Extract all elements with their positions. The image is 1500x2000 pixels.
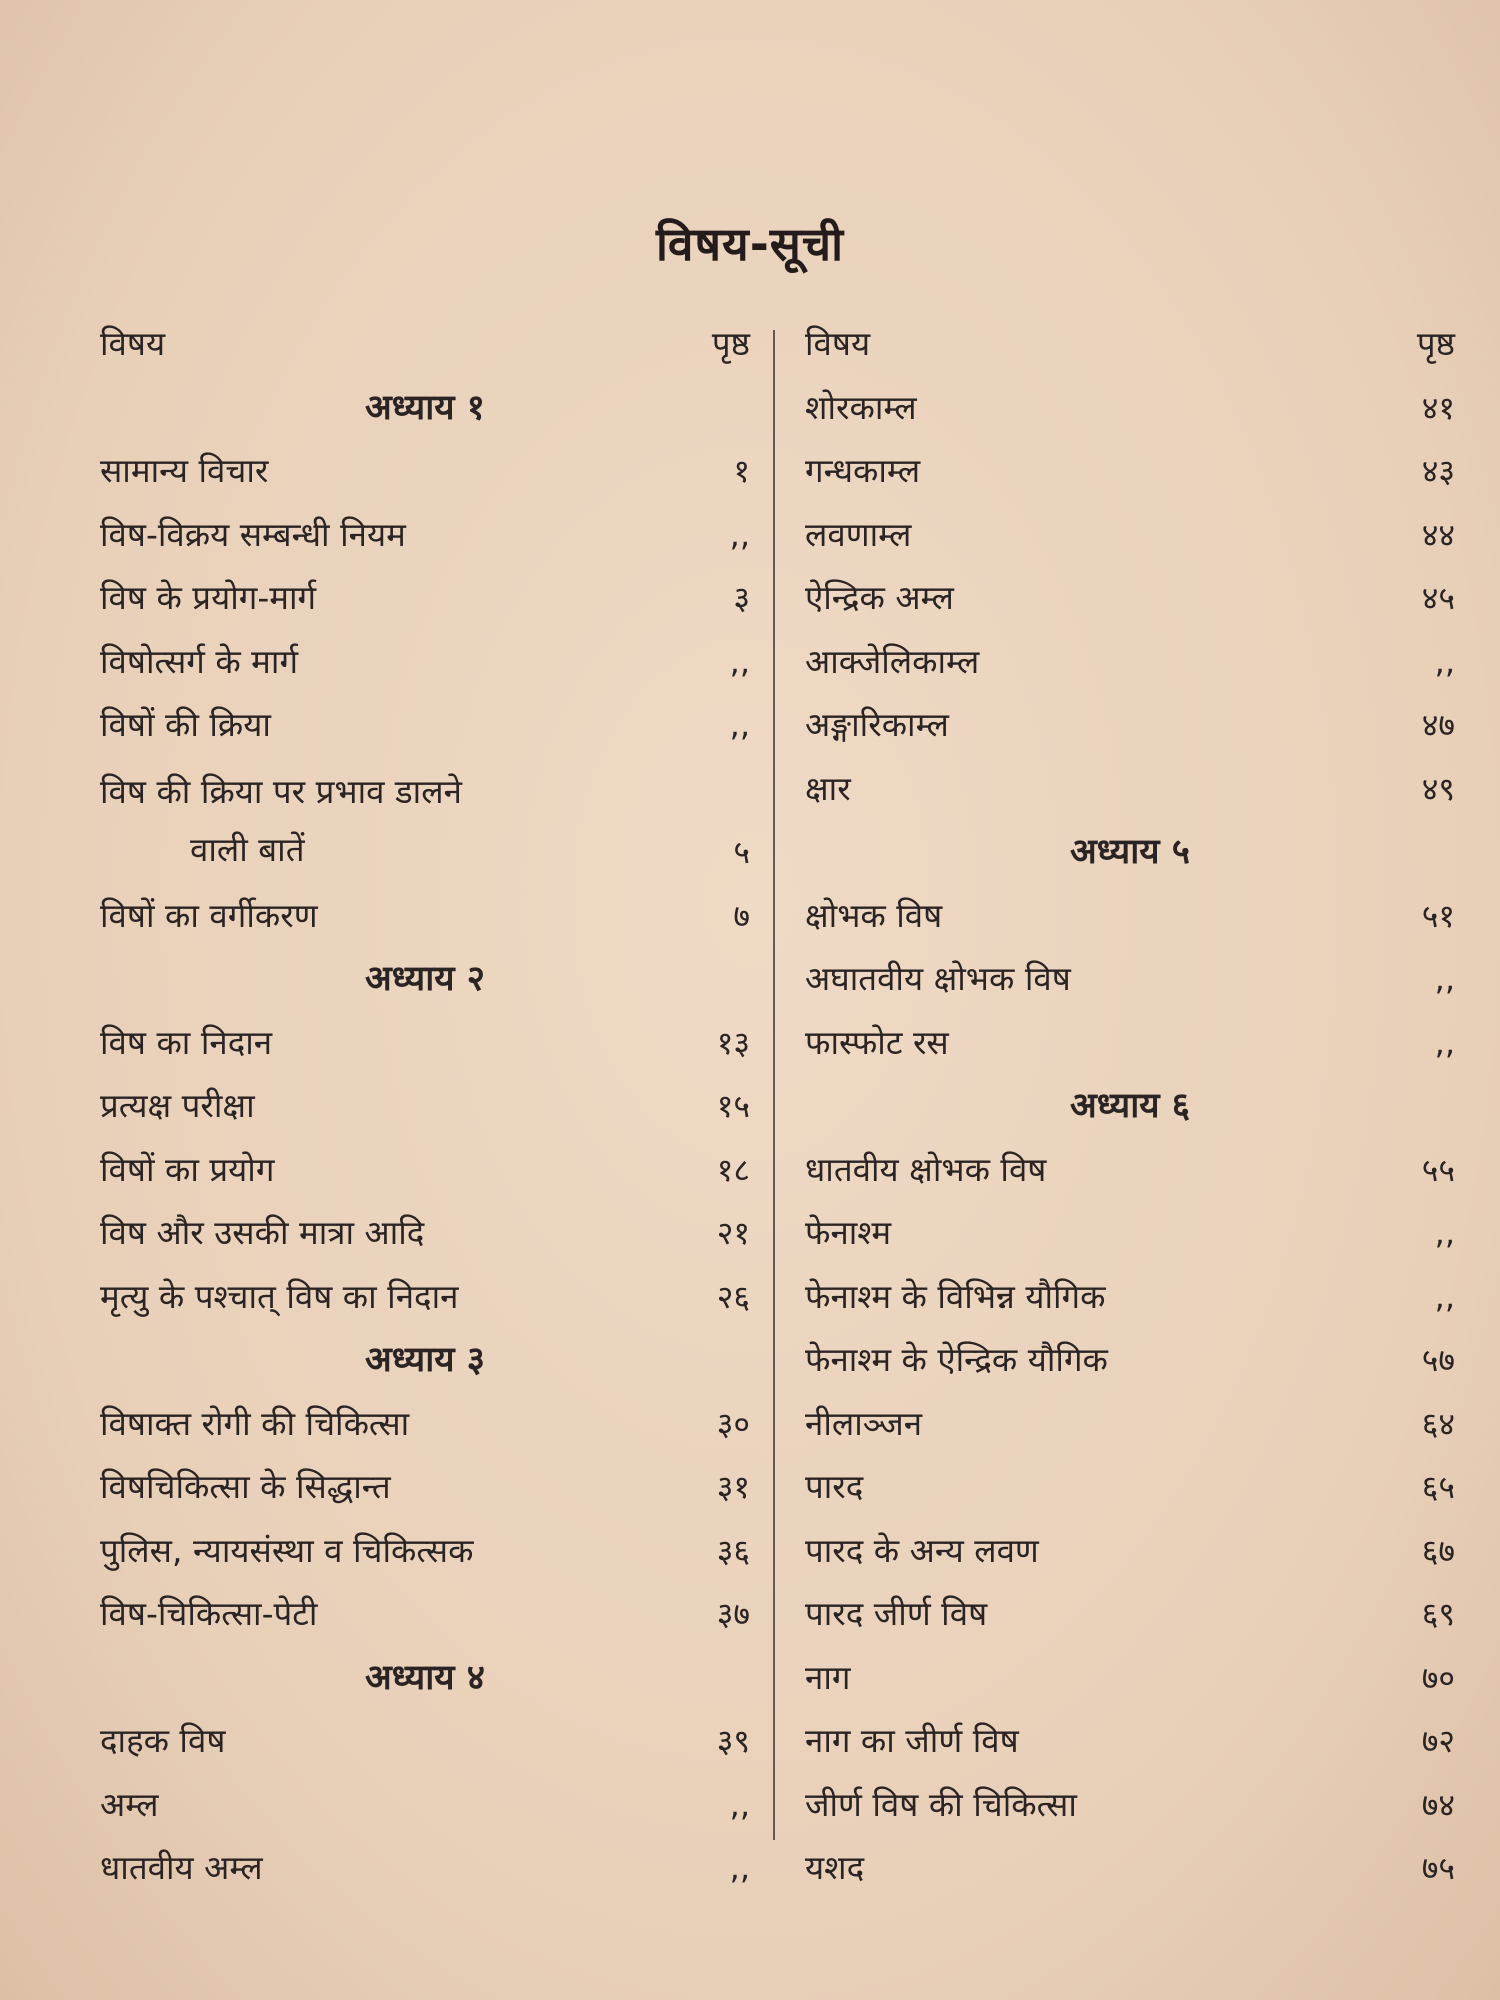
page-heading: पृष्ठ	[711, 324, 750, 363]
subject-heading: विषय	[100, 324, 166, 363]
toc-right-column	[805, 318, 1455, 1906]
entry-page-number: ५	[733, 832, 750, 871]
toc-entry	[100, 1588, 750, 1652]
entry-title: पारद के अन्य लवण	[805, 1530, 1039, 1570]
chapter-title: अध्याय २	[365, 959, 485, 999]
entry-title: विषाक्त रोगी की चिकित्सा	[100, 1403, 410, 1443]
toc-entry	[805, 1334, 1455, 1398]
entry-page-number: ५७	[1421, 1341, 1455, 1379]
entry-page-number: ४९	[1421, 769, 1455, 808]
toc-entry	[805, 953, 1455, 1017]
entry-page-number: ६४	[1421, 1404, 1455, 1443]
toc-left-rows	[100, 382, 750, 1906]
entry-page-number: ४५	[1421, 579, 1455, 617]
entry-page-number: १	[733, 452, 750, 490]
entry-page-number: २१	[716, 1214, 750, 1252]
entry-page-number: ,,	[1434, 642, 1455, 681]
chapter-heading	[805, 1080, 1455, 1144]
column-header	[100, 318, 750, 382]
toc-entry	[805, 1461, 1455, 1525]
toc-entry	[805, 1398, 1455, 1462]
chapter-title: अध्याय ४	[365, 1657, 485, 1698]
entry-title: फास्फोट रस	[805, 1022, 949, 1062]
entry-title: विषों की क्रिया	[100, 705, 271, 744]
entry-title: फेनाश्म के विभिन्न यौगिक	[805, 1276, 1106, 1316]
entry-title: जीर्ण विष की चिकित्सा	[805, 1784, 1077, 1824]
entry-page-number: ३७	[716, 1595, 750, 1633]
entry-page-number: ६७	[1421, 1531, 1455, 1570]
entry-page-number: ३९	[716, 1722, 750, 1760]
entry-page-number: ३०	[716, 1404, 750, 1443]
entry-page-number: ४३	[1421, 452, 1455, 490]
toc-entry	[100, 1779, 750, 1843]
entry-title: विष का निदान	[100, 1022, 273, 1062]
entry-title: अघातवीय क्षोभक विष	[805, 959, 1071, 998]
entry-title: फेनाश्म	[805, 1213, 892, 1252]
entry-title: पारद	[805, 1467, 864, 1506]
entry-page-number: ,,	[729, 706, 750, 744]
entry-page-number: ,,	[729, 1785, 750, 1824]
entry-page-number: ३१	[716, 1468, 750, 1506]
entry-title	[100, 763, 660, 879]
entry-title: लवणाम्ल	[805, 514, 912, 554]
chapter-title: अध्याय १	[365, 387, 485, 428]
toc-entry	[100, 1271, 750, 1335]
entry-title: पुलिस, न्यायसंस्था व चिकित्सक	[100, 1530, 474, 1570]
toc-entry	[805, 1715, 1455, 1779]
toc-left-column	[100, 318, 750, 1906]
entry-page-number: ३६	[716, 1531, 750, 1570]
toc-entry	[100, 1715, 750, 1779]
toc-entry	[100, 572, 750, 636]
entry-title: शोरकाम्ल	[805, 387, 917, 427]
toc-entry	[100, 445, 750, 509]
entry-title: अङ्गारिकाम्ल	[805, 705, 949, 744]
entry-title: पारद जीर्ण विष	[805, 1594, 988, 1633]
entry-title: सामान्य विचार	[100, 451, 269, 490]
chapter-heading	[100, 1652, 750, 1716]
toc-entry	[100, 1017, 750, 1081]
entry-page-number: ४१	[1421, 388, 1455, 427]
entry-title: विष और उसकी मात्रा आदि	[100, 1213, 425, 1252]
chapter-heading	[805, 826, 1455, 890]
toc-entry	[805, 1652, 1455, 1716]
toc-entry	[100, 890, 750, 954]
entry-page-number: ७०	[1421, 1658, 1455, 1697]
entry-title: विषोत्सर्ग के मार्ग	[100, 641, 299, 681]
toc-entry	[100, 699, 750, 763]
entry-title: नीलाञ्जन	[805, 1403, 923, 1443]
toc-entry	[805, 1779, 1455, 1843]
entry-title: विष-विक्रय सम्बन्धी नियम	[100, 514, 406, 554]
entry-page-number: ,,	[729, 515, 750, 554]
toc-entry	[100, 1461, 750, 1525]
toc-entry	[805, 1017, 1455, 1081]
entry-page-number: ६९	[1421, 1595, 1455, 1633]
entry-title: मृत्यु के पश्चात् विष का निदान	[100, 1276, 459, 1316]
entry-page-number: ५१	[1421, 896, 1455, 935]
entry-title: विषचिकित्सा के सिद्धान्त	[100, 1467, 391, 1506]
entry-title: विषों का प्रयोग	[100, 1149, 275, 1189]
entry-title: आक्जेलिकाम्ल	[805, 641, 980, 681]
entry-page-number: ,,	[1434, 1023, 1455, 1062]
toc-entry	[805, 1842, 1455, 1906]
entry-page-number: १५	[716, 1087, 750, 1125]
entry-title: क्षार	[805, 768, 851, 808]
entry-title: ऐन्द्रिक अम्ल	[805, 578, 954, 617]
toc-entry	[805, 1144, 1455, 1208]
toc-entry	[805, 699, 1455, 763]
entry-page-number: १८	[716, 1150, 750, 1189]
toc-entry	[805, 636, 1455, 700]
entry-page-number: ७२	[1421, 1722, 1455, 1760]
entry-page-number: ,,	[1434, 1277, 1455, 1316]
entry-title: यशद	[805, 1848, 865, 1887]
entry-title: धातवीय क्षोभक विष	[805, 1149, 1047, 1189]
entry-page-number: ३	[733, 579, 750, 617]
entry-title: विष के प्रयोग-मार्ग	[100, 578, 317, 617]
entry-title: क्षोभक विष	[805, 895, 943, 935]
entry-page-number: ,,	[729, 642, 750, 681]
entry-title: गन्धकाम्ल	[805, 451, 921, 490]
subject-heading: विषय	[805, 324, 871, 363]
toc-entry	[805, 572, 1455, 636]
entry-title: प्रत्यक्ष परीक्षा	[100, 1086, 255, 1125]
entry-title-line2: वाली बातें	[190, 829, 305, 869]
entry-page-number: ,,	[1434, 1214, 1455, 1252]
chapter-title: अध्याय ३	[365, 1340, 485, 1380]
toc-entry	[805, 1271, 1455, 1335]
toc-entry	[805, 763, 1455, 827]
entry-title: नाग	[805, 1657, 851, 1697]
toc-entry	[100, 1398, 750, 1462]
chapter-title: अध्याय ६	[1070, 1086, 1190, 1126]
entry-page-number: ,,	[1434, 960, 1455, 998]
entry-page-number: ४४	[1421, 515, 1455, 554]
entry-title: धातवीय अम्ल	[100, 1848, 263, 1887]
entry-page-number: ४७	[1421, 706, 1455, 744]
toc-entry	[805, 890, 1455, 954]
entry-page-number: ६५	[1421, 1468, 1455, 1506]
chapter-heading	[100, 382, 750, 446]
entry-title: दाहक विष	[100, 1721, 226, 1760]
entry-page-number: ७५	[1421, 1849, 1455, 1887]
toc-entry	[805, 445, 1455, 509]
toc-entry	[100, 1525, 750, 1589]
entry-title: नाग का जीर्ण विष	[805, 1721, 1019, 1760]
page-heading: पृष्ठ	[1416, 324, 1455, 363]
entry-page-number: ७४	[1421, 1785, 1455, 1824]
entry-page-number: १३	[716, 1023, 750, 1062]
column-divider	[773, 330, 775, 1840]
toc-entry	[100, 1080, 750, 1144]
toc-entry	[100, 1842, 750, 1906]
entry-title: विष-चिकित्सा-पेटी	[100, 1594, 318, 1633]
toc-entry	[805, 1525, 1455, 1589]
toc-entry	[805, 1207, 1455, 1271]
entry-title-line1: विष की क्रिया पर प्रभाव डालने	[100, 771, 462, 811]
entry-page-number: ७	[733, 896, 750, 935]
entry-page-number: २६	[716, 1277, 750, 1316]
toc-entry	[805, 1588, 1455, 1652]
toc-entry	[805, 382, 1455, 446]
entry-title: अम्ल	[100, 1784, 159, 1824]
column-header	[805, 318, 1455, 382]
toc-entry	[100, 763, 750, 890]
toc-entry	[100, 1144, 750, 1208]
toc-entry	[100, 636, 750, 700]
chapter-heading	[100, 1334, 750, 1398]
entry-title: फेनाश्म के ऐन्द्रिक यौगिक	[805, 1340, 1108, 1379]
toc-right-rows	[805, 382, 1455, 1906]
entry-page-number: ५५	[1421, 1150, 1455, 1189]
page-title: विषय-सूची	[655, 217, 845, 271]
chapter-heading	[100, 953, 750, 1017]
toc-entry	[100, 1207, 750, 1271]
toc-entry	[805, 509, 1455, 573]
entry-page-number: ,,	[729, 1849, 750, 1887]
toc-entry	[100, 509, 750, 573]
chapter-title: अध्याय ५	[1070, 832, 1190, 872]
entry-title: विषों का वर्गीकरण	[100, 895, 318, 935]
